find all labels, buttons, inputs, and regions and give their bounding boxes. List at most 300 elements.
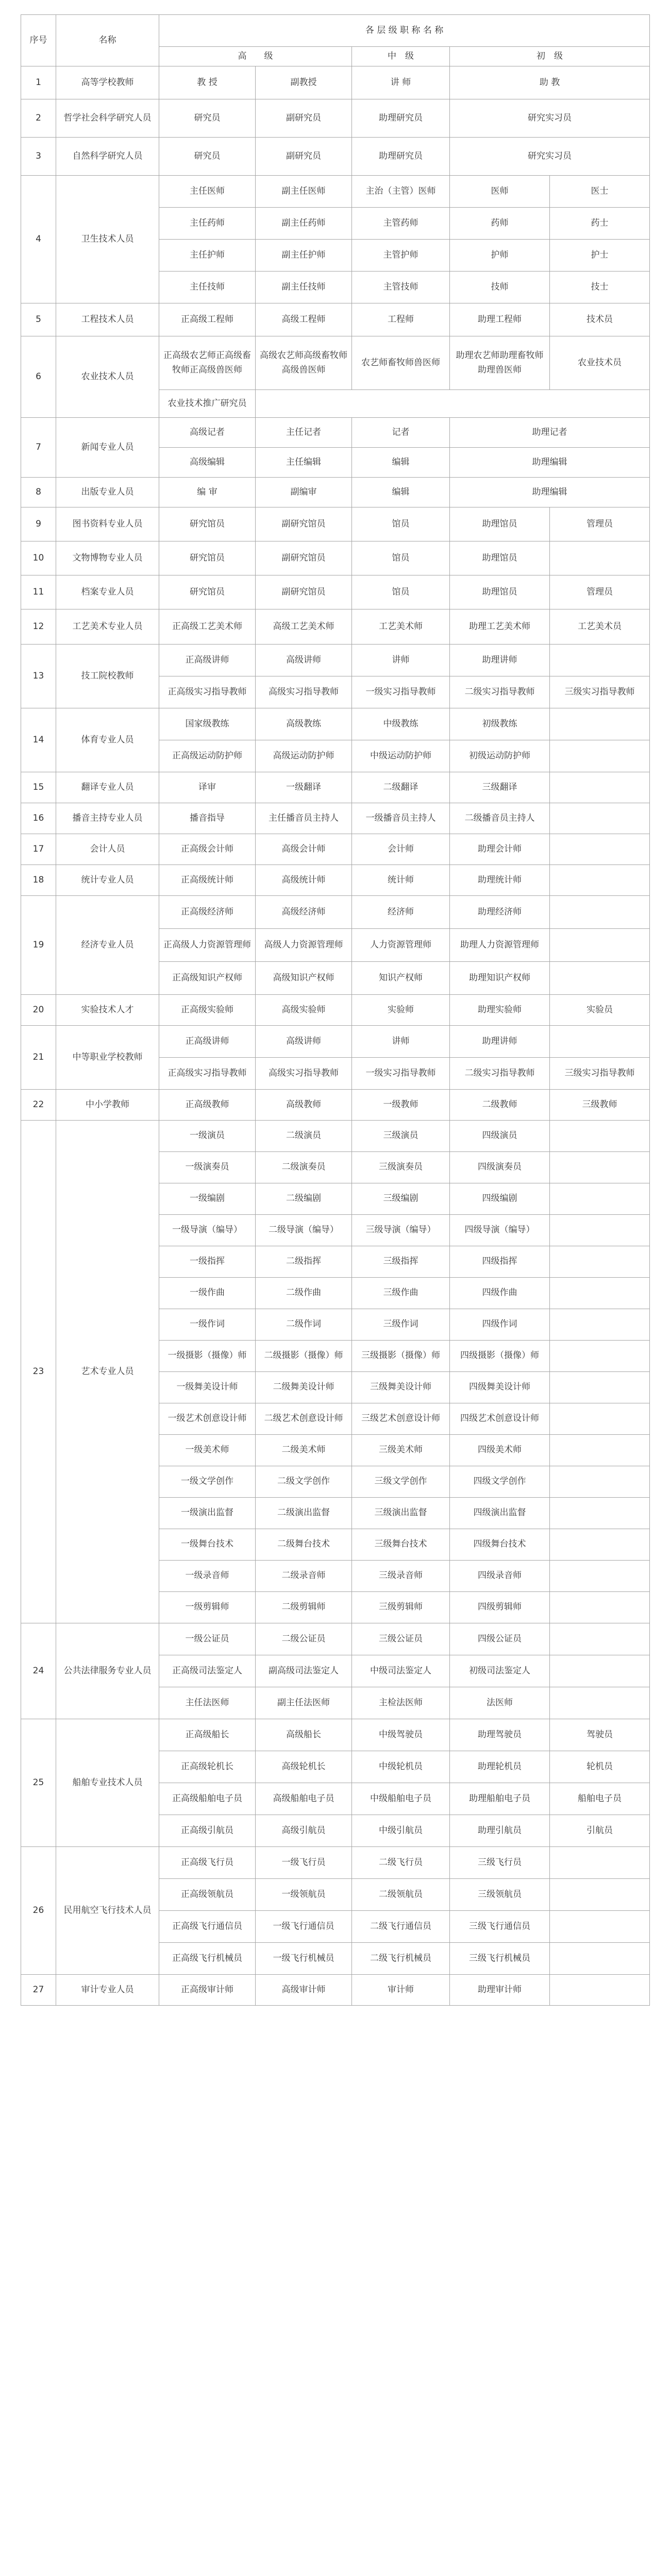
title-deputy-senior: 二级演出监督 (256, 1498, 352, 1529)
title-member: 护士 (550, 240, 650, 272)
title-assistant: 药师 (450, 208, 550, 240)
title-member (550, 896, 650, 929)
title-deputy-senior: 高级工艺美术师 (256, 609, 352, 645)
title-deputy-senior: 二级美术师 (256, 1435, 352, 1466)
title-deputy-senior: 二级艺术创意设计师 (256, 1403, 352, 1435)
table-row (21, 176, 650, 208)
title-deputy-senior: 高级审计师 (256, 1975, 352, 2006)
title-deputy-senior: 高级轮机长 (256, 1751, 352, 1783)
title-member: 引航员 (550, 1815, 650, 1847)
title-member: 技术员 (550, 303, 650, 336)
row-number: 4 (21, 176, 56, 303)
title-assistant: 助理轮机员 (450, 1751, 550, 1783)
title-mid: 三级文学创作 (352, 1466, 450, 1498)
title-senior: 正高级知识产权师 (159, 962, 256, 995)
title-mid: 主管技师 (352, 272, 450, 303)
row-number: 3 (21, 138, 56, 176)
title-assistant: 初级教练 (450, 708, 550, 740)
table-row (21, 336, 650, 390)
table-row (21, 803, 650, 834)
title-deputy-senior: 高级人力资源管理师 (256, 929, 352, 962)
title-senior: 教 授 (159, 66, 256, 99)
table-row (21, 834, 650, 865)
title-mid: 讲 师 (352, 66, 450, 99)
category-name: 统计专业人员 (56, 865, 159, 896)
title-mid: 中级引航员 (352, 1815, 450, 1847)
title-deputy-senior: 副主任药师 (256, 208, 352, 240)
title-mid: 人力资源管理师 (352, 929, 450, 962)
title-deputy-senior: 高级讲师 (256, 1026, 352, 1058)
title-member: 技士 (550, 272, 650, 303)
title-mid: 助理研究员 (352, 138, 450, 176)
title-assistant: 四级公证员 (450, 1623, 550, 1655)
title-deputy-senior: 副主任法医师 (256, 1687, 352, 1719)
header-level-mid: 中 级 (352, 47, 450, 66)
title-senior: 正高级经济师 (159, 896, 256, 929)
title-deputy-senior: 二级演奏员 (256, 1152, 352, 1183)
title-member (550, 1911, 650, 1943)
category-name: 中等职业学校教师 (56, 1026, 159, 1090)
category-name: 卫生技术人员 (56, 176, 159, 303)
title-mid: 三级指挥 (352, 1246, 450, 1278)
title-mid: 馆员 (352, 507, 450, 541)
row-number: 10 (21, 541, 56, 575)
title-assistant: 助理船舶电子员 (450, 1783, 550, 1815)
title-senior: 一级艺术创意设计师 (159, 1403, 256, 1435)
title-senior: 主任医师 (159, 176, 256, 208)
table-row (21, 1847, 650, 1879)
row-number: 12 (21, 609, 56, 645)
row-number: 8 (21, 478, 56, 507)
title-assistant: 助理审计师 (450, 1975, 550, 2006)
title-assistant: 三级飞行机械员 (450, 1943, 550, 1975)
title-member (550, 1943, 650, 1975)
title-member (550, 1341, 650, 1372)
title-assistant: 四级舞美设计师 (450, 1372, 550, 1403)
row-number: 18 (21, 865, 56, 896)
title-deputy-senior: 高级船长 (256, 1719, 352, 1751)
row-number: 24 (21, 1623, 56, 1719)
title-mid: 记者 (352, 418, 450, 448)
title-member: 管理员 (550, 575, 650, 609)
title-deputy-senior: 高级会计师 (256, 834, 352, 865)
title-member: 三级教师 (550, 1090, 650, 1121)
professional-title-table (21, 14, 650, 2006)
title-deputy-senior: 副高级司法鉴定人 (256, 1655, 352, 1687)
title-senior: 正高级人力资源管理师 (159, 929, 256, 962)
title-senior: 一级作词 (159, 1309, 256, 1341)
title-assistant: 三级飞行通信员 (450, 1911, 550, 1943)
title-senior: 正高级飞行机械员 (159, 1943, 256, 1975)
title-deputy-senior: 二级指挥 (256, 1246, 352, 1278)
title-senior: 正高级审计师 (159, 1975, 256, 2006)
header-no: 序号 (21, 15, 56, 66)
title-assistant: 助理实验师 (450, 995, 550, 1026)
category-name: 艺术专业人员 (56, 1121, 159, 1623)
title-member (550, 1498, 650, 1529)
title-assistant: 护师 (450, 240, 550, 272)
title-assistant: 助理农艺师助理畜牧师助理兽医师 (450, 336, 550, 390)
title-mid: 经济师 (352, 896, 450, 929)
title-mid: 工程师 (352, 303, 450, 336)
title-assistant: 四级演出监督 (450, 1498, 550, 1529)
title-senior: 一级公证员 (159, 1623, 256, 1655)
title-deputy-senior: 高级知识产权师 (256, 962, 352, 995)
title-member (550, 541, 650, 575)
title-assistant: 四级艺术创意设计师 (450, 1403, 550, 1435)
table-row (21, 708, 650, 740)
title-assistant: 四级编剧 (450, 1183, 550, 1215)
title-senior: 一级文学创作 (159, 1466, 256, 1498)
title-member (550, 645, 650, 676)
title-assistant: 助理工程师 (450, 303, 550, 336)
title-deputy-senior: 一级翻译 (256, 772, 352, 803)
table-row (21, 645, 650, 676)
title-senior: 正高级轮机长 (159, 1751, 256, 1783)
header-main-title: 各 层 级 职 称 名 称 (159, 15, 650, 47)
title-assistant: 技师 (450, 272, 550, 303)
category-name: 哲学社会科学研究人员 (56, 99, 159, 138)
table-row (21, 1623, 650, 1655)
title-mid: 主检法医师 (352, 1687, 450, 1719)
header-level-junior: 初 级 (450, 47, 650, 66)
title-senior: 一级剪辑师 (159, 1592, 256, 1623)
table-row (21, 1719, 650, 1751)
title-senior: 高级记者 (159, 418, 256, 448)
title-mid: 三级录音师 (352, 1561, 450, 1592)
title-junior: 助理记者 (450, 418, 650, 448)
title-deputy-senior: 高级实习指导教师 (256, 1058, 352, 1090)
title-deputy-senior: 二级导演（编导） (256, 1215, 352, 1246)
title-mid: 助理研究员 (352, 99, 450, 138)
title-assistant: 四级剪辑师 (450, 1592, 550, 1623)
title-deputy-senior: 二级舞美设计师 (256, 1372, 352, 1403)
title-mid: 审计师 (352, 1975, 450, 2006)
title-member: 医士 (550, 176, 650, 208)
title-mid: 三级演员 (352, 1121, 450, 1152)
title-member: 三级实习指导教师 (550, 676, 650, 708)
title-assistant: 四级作词 (450, 1309, 550, 1341)
row-number: 7 (21, 418, 56, 478)
title-deputy-senior: 高级农艺师高级畜牧师高级兽医师 (256, 336, 352, 390)
title-member (550, 1278, 650, 1309)
title-mid: 中级司法鉴定人 (352, 1655, 450, 1687)
table-row (21, 541, 650, 575)
title-member (550, 962, 650, 995)
title-mid: 三级演出监督 (352, 1498, 450, 1529)
title-junior: 研究实习员 (450, 138, 650, 176)
title-mid: 讲师 (352, 1026, 450, 1058)
title-senior: 研究馆员 (159, 507, 256, 541)
category-name: 民用航空飞行技术人员 (56, 1847, 159, 1975)
title-deputy-senior: 副研究员 (256, 138, 352, 176)
header-name: 名称 (56, 15, 159, 66)
title-assistant: 法医师 (450, 1687, 550, 1719)
title-senior: 一级演出监督 (159, 1498, 256, 1529)
category-name: 农业技术人员 (56, 336, 159, 418)
title-member (550, 1246, 650, 1278)
title-member (550, 834, 650, 865)
title-deputy-senior: 副研究员 (256, 99, 352, 138)
category-name: 文物博物专业人员 (56, 541, 159, 575)
title-assistant: 四级文学创作 (450, 1466, 550, 1498)
row-number: 17 (21, 834, 56, 865)
title-mid: 中级运动防护师 (352, 740, 450, 772)
title-deputy-senior: 一级飞行通信员 (256, 1911, 352, 1943)
title-deputy-senior: 一级领航员 (256, 1879, 352, 1911)
title-senior: 播音指导 (159, 803, 256, 834)
category-name: 体育专业人员 (56, 708, 159, 772)
title-table-container (21, 14, 649, 2006)
title-assistant: 初级运动防护师 (450, 740, 550, 772)
title-mid: 农艺师畜牧师兽医师 (352, 336, 450, 390)
title-mid: 一级教师 (352, 1090, 450, 1121)
title-deputy-senior: 二级摄影（摄像）师 (256, 1341, 352, 1372)
title-assistant: 四级录音师 (450, 1561, 550, 1592)
title-assistant: 助理驾驶员 (450, 1719, 550, 1751)
title-assistant: 三级领航员 (450, 1879, 550, 1911)
title-member: 驾驶员 (550, 1719, 650, 1751)
title-mid: 工艺美术师 (352, 609, 450, 645)
title-member (550, 1152, 650, 1183)
title-mid: 二级飞行员 (352, 1847, 450, 1879)
title-assistant: 三级飞行员 (450, 1847, 550, 1879)
row-number: 26 (21, 1847, 56, 1975)
title-assistant: 二级实习指导教师 (450, 676, 550, 708)
title-deputy-senior: 副研究馆员 (256, 507, 352, 541)
category-name: 翻译专业人员 (56, 772, 159, 803)
title-mid: 中级船舶电子员 (352, 1783, 450, 1815)
title-senior: 研究员 (159, 99, 256, 138)
title-assistant: 助理引航员 (450, 1815, 550, 1847)
title-member (550, 1847, 650, 1879)
category-name: 新闻专业人员 (56, 418, 159, 478)
title-assistant: 四级作曲 (450, 1278, 550, 1309)
title-member (550, 1372, 650, 1403)
title-mid: 馆员 (352, 575, 450, 609)
title-member (550, 708, 650, 740)
title-senior: 译审 (159, 772, 256, 803)
title-member (550, 1121, 650, 1152)
title-assistant: 医师 (450, 176, 550, 208)
title-deputy-senior: 二级作曲 (256, 1278, 352, 1309)
table-row (21, 99, 650, 138)
row-number: 27 (21, 1975, 56, 2006)
empty-cell (256, 390, 650, 418)
title-assistant: 助理统计师 (450, 865, 550, 896)
category-name: 实验技术人才 (56, 995, 159, 1026)
title-deputy-senior: 高级实验师 (256, 995, 352, 1026)
title-mid: 统计师 (352, 865, 450, 896)
title-assistant: 助理经济师 (450, 896, 550, 929)
title-assistant: 四级摄影（摄像）师 (450, 1341, 550, 1372)
table-row (21, 609, 650, 645)
title-deputy-senior: 主任记者 (256, 418, 352, 448)
title-senior: 正高级教师 (159, 1090, 256, 1121)
row-number: 15 (21, 772, 56, 803)
title-mid: 二级飞行机械员 (352, 1943, 450, 1975)
title-assistant: 三级翻译 (450, 772, 550, 803)
title-deputy-senior: 副主任医师 (256, 176, 352, 208)
title-deputy-senior: 高级工程师 (256, 303, 352, 336)
title-mid: 馆员 (352, 541, 450, 575)
header-level-high: 高 级 (159, 47, 352, 66)
title-junior: 助理编辑 (450, 478, 650, 507)
title-senior: 正高级工艺美术师 (159, 609, 256, 645)
title-mid: 实验师 (352, 995, 450, 1026)
table-row (21, 1121, 650, 1152)
title-senior: 正高级运动防护师 (159, 740, 256, 772)
title-senior: 正高级飞行通信员 (159, 1911, 256, 1943)
title-mid: 三级公证员 (352, 1623, 450, 1655)
title-deputy-senior: 一级飞行员 (256, 1847, 352, 1879)
title-deputy-senior: 高级船舶电子员 (256, 1783, 352, 1815)
title-mid: 三级美术师 (352, 1435, 450, 1466)
title-assistant: 助理工艺美术师 (450, 609, 550, 645)
title-senior: 正高级飞行员 (159, 1847, 256, 1879)
title-mid: 知识产权师 (352, 962, 450, 995)
title-senior: 主任技师 (159, 272, 256, 303)
row-number: 20 (21, 995, 56, 1026)
table-row (21, 138, 650, 176)
row-number: 19 (21, 896, 56, 995)
title-senior: 正高级实习指导教师 (159, 1058, 256, 1090)
category-name: 工艺美术专业人员 (56, 609, 159, 645)
title-deputy-senior: 一级飞行机械员 (256, 1943, 352, 1975)
title-mid: 中级轮机员 (352, 1751, 450, 1783)
table-row (21, 575, 650, 609)
category-name: 自然科学研究人员 (56, 138, 159, 176)
title-senior: 正高级船舶电子员 (159, 1783, 256, 1815)
title-assistant: 四级指挥 (450, 1246, 550, 1278)
table-row (21, 1026, 650, 1058)
title-mid: 三级作词 (352, 1309, 450, 1341)
title-mid: 三级舞美设计师 (352, 1372, 450, 1403)
title-mid: 三级导演（编导） (352, 1215, 450, 1246)
title-mid: 主管护师 (352, 240, 450, 272)
category-name: 播音主持专业人员 (56, 803, 159, 834)
title-mid: 二级翻译 (352, 772, 450, 803)
title-member: 工艺美术员 (550, 609, 650, 645)
title-member (550, 1403, 650, 1435)
title-senior: 正高级引航员 (159, 1815, 256, 1847)
title-assistant: 四级演奏员 (450, 1152, 550, 1183)
title-member (550, 1466, 650, 1498)
title-deputy-senior: 高级教练 (256, 708, 352, 740)
title-senior: 正高级实验师 (159, 995, 256, 1026)
title-mid: 三级编剧 (352, 1183, 450, 1215)
title-member (550, 1687, 650, 1719)
title-deputy-senior: 二级文学创作 (256, 1466, 352, 1498)
title-member (550, 772, 650, 803)
title-senior: 一级演员 (159, 1121, 256, 1152)
title-mid: 三级摄影（摄像）师 (352, 1341, 450, 1372)
table-row (21, 303, 650, 336)
title-mid: 编辑 (352, 448, 450, 478)
title-deputy-senior: 副主任技师 (256, 272, 352, 303)
row-number: 16 (21, 803, 56, 834)
title-member: 实验员 (550, 995, 650, 1026)
title-member (550, 1879, 650, 1911)
title-deputy-senior: 主任播音员主持人 (256, 803, 352, 834)
title-assistant: 助理知识产权师 (450, 962, 550, 995)
category-name: 船舶专业技术人员 (56, 1719, 159, 1847)
title-member: 农业技术员 (550, 336, 650, 390)
title-mid: 三级舞台技术 (352, 1529, 450, 1561)
table-row (21, 1090, 650, 1121)
title-member (550, 1561, 650, 1592)
title-senior: 一级演奏员 (159, 1152, 256, 1183)
title-senior: 主任法医师 (159, 1687, 256, 1719)
row-number: 2 (21, 99, 56, 138)
title-deputy-senior: 二级舞台技术 (256, 1529, 352, 1561)
category-name: 经济专业人员 (56, 896, 159, 995)
title-mid: 二级飞行通信员 (352, 1911, 450, 1943)
table-row (21, 478, 650, 507)
title-member (550, 865, 650, 896)
title-mid: 三级演奏员 (352, 1152, 450, 1183)
title-senior: 一级导演（编导） (159, 1215, 256, 1246)
category-name: 中小学教师 (56, 1090, 159, 1121)
title-mid: 会计师 (352, 834, 450, 865)
title-deputy-senior: 高级教师 (256, 1090, 352, 1121)
table-row (21, 995, 650, 1026)
title-junior: 助理编辑 (450, 448, 650, 478)
title-senior: 正高级领航员 (159, 1879, 256, 1911)
title-deputy-senior: 主任编辑 (256, 448, 352, 478)
title-senior: 农业技术推广研究员 (159, 390, 256, 418)
title-deputy-senior: 二级演员 (256, 1121, 352, 1152)
title-mid: 三级艺术创意设计师 (352, 1403, 450, 1435)
title-senior: 正高级讲师 (159, 645, 256, 676)
title-senior: 编 审 (159, 478, 256, 507)
title-senior: 一级美术师 (159, 1435, 256, 1466)
title-senior: 研究馆员 (159, 541, 256, 575)
title-member (550, 1975, 650, 2006)
title-assistant: 助理馆员 (450, 575, 550, 609)
title-deputy-senior: 副研究馆员 (256, 541, 352, 575)
title-deputy-senior: 高级运动防护师 (256, 740, 352, 772)
title-member: 轮机员 (550, 1751, 650, 1783)
row-number: 5 (21, 303, 56, 336)
title-assistant: 四级舞台技术 (450, 1529, 550, 1561)
title-member (550, 1309, 650, 1341)
row-number: 23 (21, 1121, 56, 1623)
title-deputy-senior: 二级剪辑师 (256, 1592, 352, 1623)
title-mid: 主管药师 (352, 208, 450, 240)
title-senior: 国家级教练 (159, 708, 256, 740)
title-deputy-senior: 二级公证员 (256, 1623, 352, 1655)
title-member: 管理员 (550, 507, 650, 541)
title-deputy-senior: 副教授 (256, 66, 352, 99)
title-deputy-senior: 二级作词 (256, 1309, 352, 1341)
title-deputy-senior: 高级讲师 (256, 645, 352, 676)
title-member (550, 740, 650, 772)
title-senior: 正高级司法鉴定人 (159, 1655, 256, 1687)
row-number: 13 (21, 645, 56, 708)
title-senior: 正高级工程师 (159, 303, 256, 336)
title-member: 船舶电子员 (550, 1783, 650, 1815)
table-row (21, 896, 650, 929)
title-assistant: 二级教师 (450, 1090, 550, 1121)
title-deputy-senior: 高级引航员 (256, 1815, 352, 1847)
title-member: 药士 (550, 208, 650, 240)
row-number: 9 (21, 507, 56, 541)
title-mid: 讲师 (352, 645, 450, 676)
category-name: 图书资料专业人员 (56, 507, 159, 541)
title-senior: 正高级会计师 (159, 834, 256, 865)
category-name: 工程技术人员 (56, 303, 159, 336)
